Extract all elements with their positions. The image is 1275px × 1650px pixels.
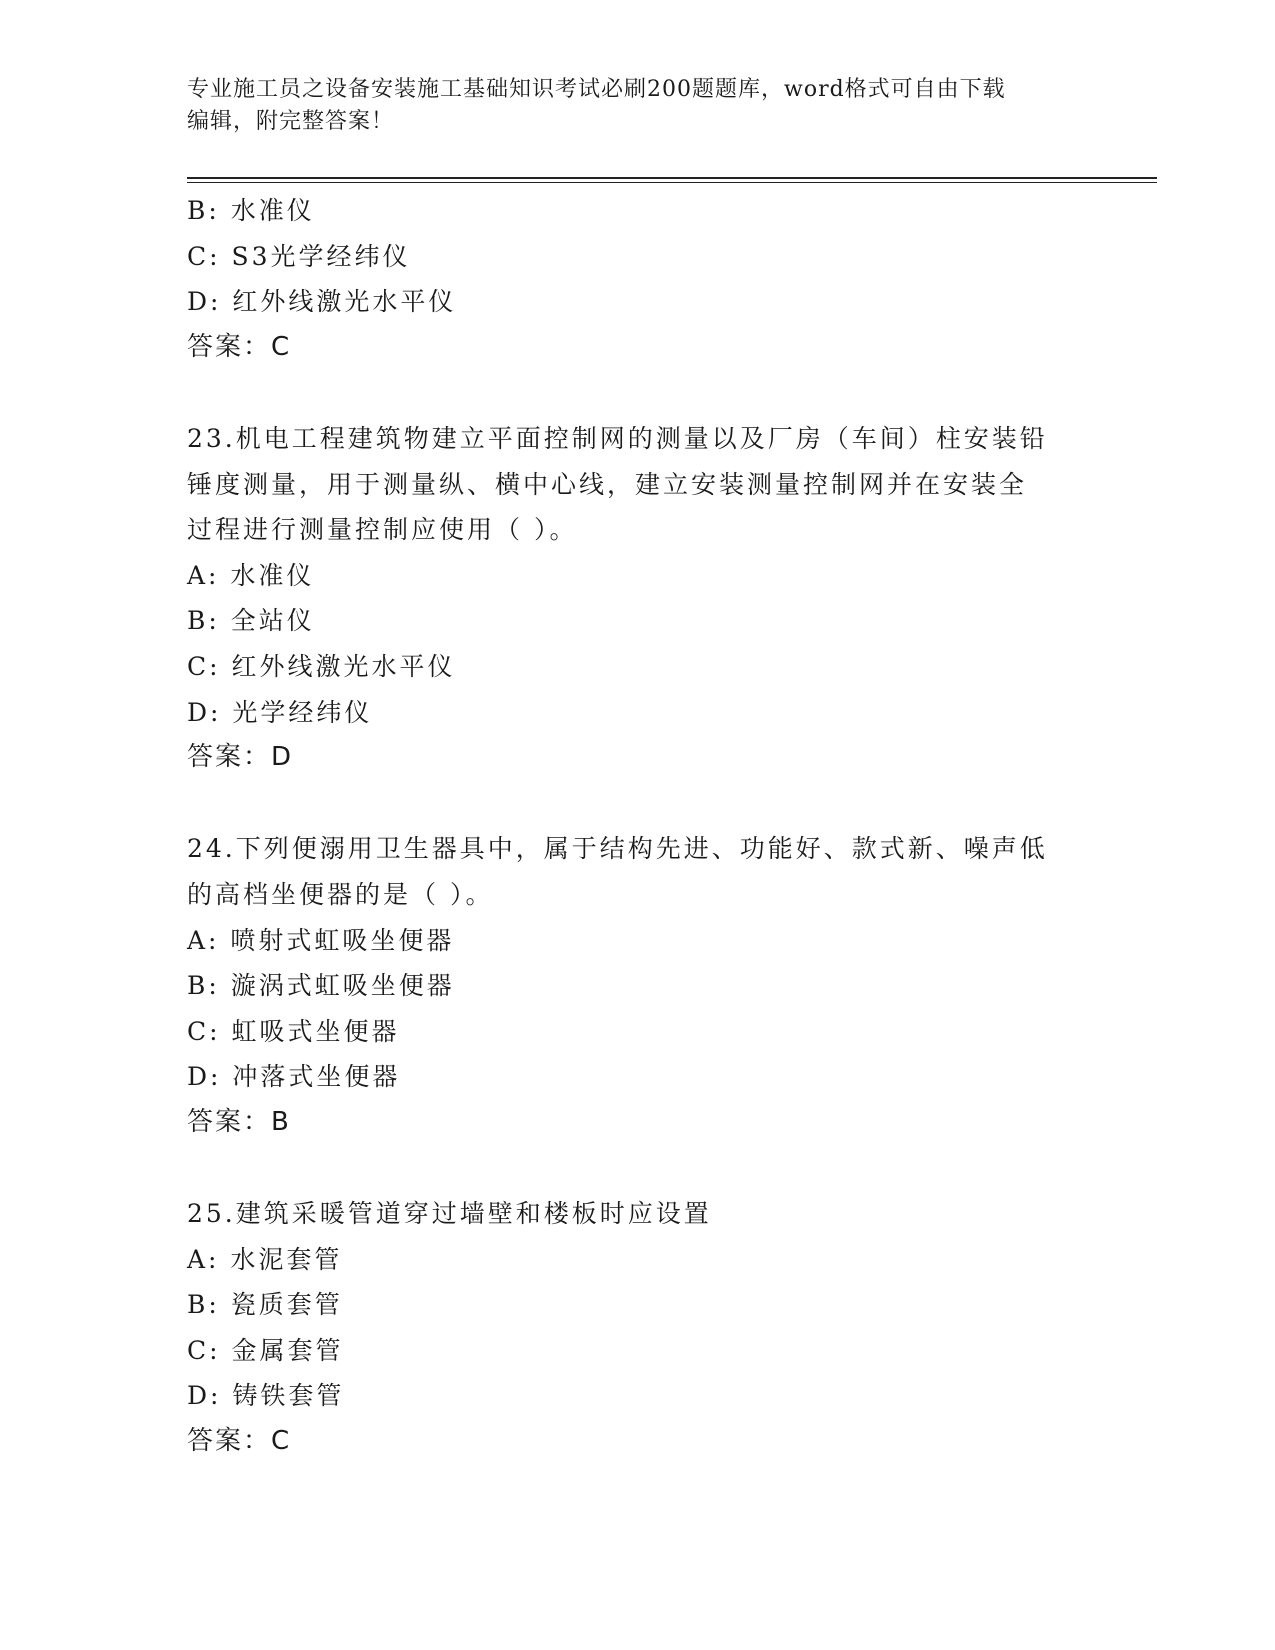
option-c: C: 红外线激光水平仪 <box>187 651 456 681</box>
header-line-2: 编辑，附完整答案！ <box>187 109 395 134</box>
option-c: C: 金属套管 <box>187 1335 344 1365</box>
option-b: B: 瓷质套管 <box>187 1290 343 1320</box>
option-a: A: 水泥套管 <box>187 1244 343 1274</box>
header-line-1: 专业施工员之设备安装施工基础知识考试必刷200题题库，word格式可自由下载 <box>187 77 1006 102</box>
option-d: D: 铸铁套管 <box>187 1381 345 1411</box>
spacer <box>187 370 1087 416</box>
question-text-line: 锤度测量，用于测量纵、横中心线，建立安装测量控制网并在安装全 <box>187 469 1028 499</box>
question-text-line: 23.机电工程建筑物建立平面控制网的测量以及厂房（车间）柱安装铅 <box>187 423 1048 453</box>
answer-label: 答案：D <box>187 742 294 773</box>
question-25 <box>187 1191 1087 1465</box>
question-text-line: 过程进行测量控制应使用（ ）。 <box>187 515 578 545</box>
header-divider-thick <box>187 177 1157 179</box>
spacer <box>187 781 1087 827</box>
option-a: A: 喷射式虹吸坐便器 <box>187 925 455 955</box>
option-d: D: 光学经纬仪 <box>187 697 373 727</box>
spacer <box>187 1145 1087 1191</box>
header-divider-thin <box>187 182 1157 183</box>
question-list <box>187 188 1087 1465</box>
question-22-tail <box>187 188 1087 370</box>
answer-label: 答案：C <box>187 331 292 362</box>
question-23 <box>187 416 1087 781</box>
question-text-line: 24.下列便溺用卫生器具中，属于结构先进、功能好、款式新、噪声低 <box>187 834 1048 864</box>
option-b: B: 漩涡式虹吸坐便器 <box>187 971 455 1001</box>
option-d: D: 冲落式坐便器 <box>187 1062 401 1092</box>
question-24 <box>187 826 1087 1145</box>
option-c: C: 虹吸式坐便器 <box>187 1016 400 1046</box>
option-b: B: 全站仪 <box>187 606 315 636</box>
option-d: D: 红外线激光水平仪 <box>187 287 457 317</box>
question-text-line: 的高档坐便器的是（ ）。 <box>187 879 494 909</box>
answer-label: 答案：B <box>187 1106 291 1137</box>
question-text-line: 25.建筑采暖管道穿过墙壁和楼板时应设置 <box>187 1199 712 1229</box>
answer-label: 答案：C <box>187 1426 292 1457</box>
option-c: C: S3光学经纬仪 <box>187 241 411 271</box>
option-b: B: 水准仪 <box>187 196 315 225</box>
option-a: A: 水准仪 <box>187 560 315 590</box>
document-header <box>187 74 1087 138</box>
